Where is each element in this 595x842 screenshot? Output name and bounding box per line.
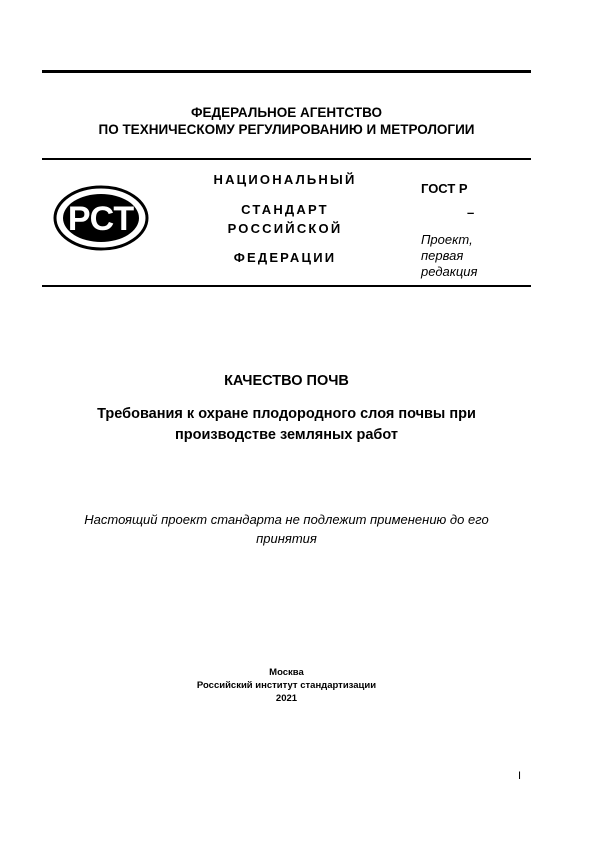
top-rule — [42, 70, 531, 73]
standard-type-line-3: РОССИЙСКОЙ — [227, 221, 343, 236]
draft-status-line-2: первая — [421, 248, 464, 263]
agency-line-2: ПО ТЕХНИЧЕСКОМУ РЕГУЛИРОВАНИЮ И МЕТРОЛОГИИ — [98, 122, 475, 137]
document-title: КАЧЕСТВО ПОЧВ — [224, 373, 349, 389]
standard-type-line-1: НАЦИОНАЛЬНЫЙ — [213, 172, 357, 187]
standard-code: ГОСТ Р — [421, 181, 468, 196]
standard-number: – — [467, 205, 475, 220]
draft-status-line-3: редакция — [421, 264, 478, 279]
rst-conformity-mark-icon — [52, 184, 150, 252]
header-top-rule — [42, 158, 531, 160]
agency-line-1: ФЕДЕРАЛЬНОЕ АГЕНТСТВО — [190, 105, 383, 120]
subtitle-line-2: производстве земляных работ — [175, 427, 398, 443]
imprint-publisher: Российский институт стандартизации — [196, 680, 377, 691]
draft-status — [421, 232, 521, 280]
notice-line-2: принятия — [256, 531, 317, 546]
draft-notice — [42, 510, 531, 548]
draft-status-line-1: Проект, — [421, 232, 473, 247]
subtitle-line-1: Требования к охране плодородного слоя почвы при — [97, 406, 476, 422]
header-bottom-rule — [42, 285, 531, 287]
imprint — [42, 666, 531, 705]
logo-text: РСТ — [67, 200, 135, 238]
agency-name — [42, 104, 531, 138]
document-subtitle — [42, 404, 531, 446]
page-number: I — [518, 770, 522, 782]
notice-line-1: Настоящий проект стандарта не подлежит применению до его — [84, 512, 489, 527]
standard-type-line-2: СТАНДАРТ — [241, 202, 329, 217]
standard-type-line-4: ФЕДЕРАЦИИ — [233, 250, 337, 265]
imprint-year: 2021 — [275, 693, 298, 704]
imprint-city: Москва — [269, 667, 304, 678]
